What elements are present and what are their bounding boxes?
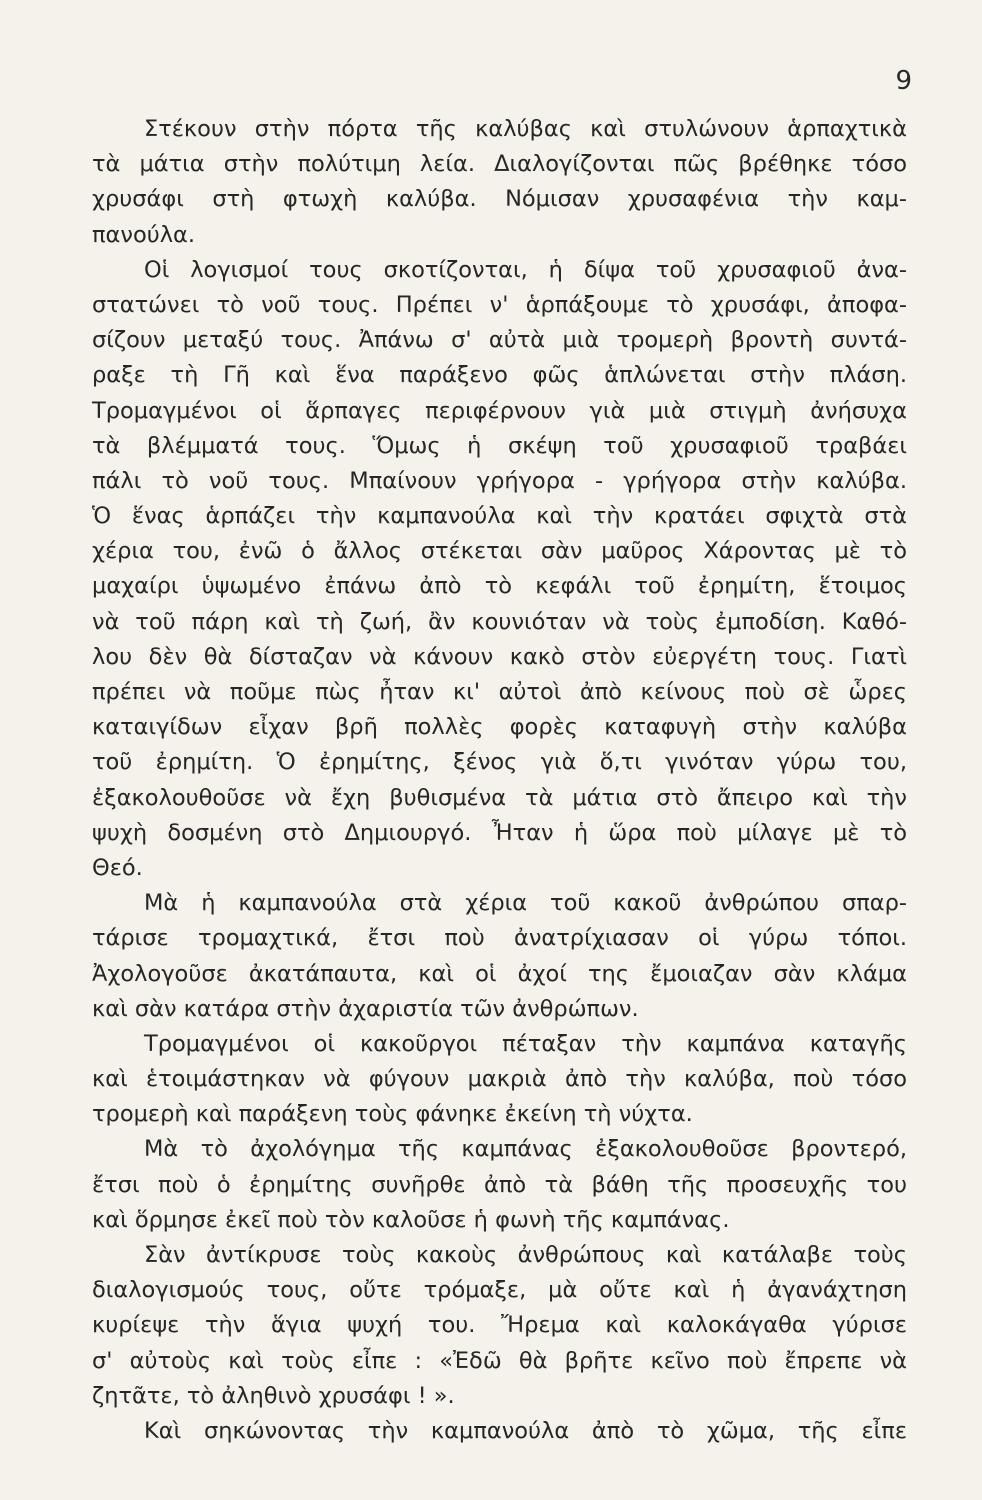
text-line: σ' αὐτοὺς καὶ τοὺς εἶπε : «Ἐδῶ θὰ βρῆτε κεῖνο ποὺ ἔπρεπε νὰ [92, 1347, 907, 1374]
text-line: ἔτσι ποὺ ὁ ἐρημίτης συνῆρθε ἀπὸ τὰ βάθη τῆς προσευχῆς του [92, 1171, 907, 1198]
text-line: χέρια του, ἐνῶ ὁ ἄλλος στέκεται σὰν μαῦρος Χάροντας μὲ τὸ [92, 538, 907, 565]
text-line: Καὶ σηκώνοντας τὴν καμπανούλα ἀπὸ τὸ χῶμα, τῆς εἶπε [144, 1417, 907, 1444]
text-line: Τρομαγμένοι οἱ ἅρπαγες περιφέρνουν γιὰ μιὰ στιγμὴ ἀνήσυχα [92, 397, 907, 424]
text-line: Σὰν ἀντίκρυσε τοὺς κακοὺς ἀνθρώπους καὶ κατάλαβε τοὺς [144, 1242, 907, 1268]
text-line: πάλι τὸ νοῦ τους. Μπαίνουν γρήγορα - γρήγορα στὴν καλύβα. [92, 467, 907, 494]
text-line: χρυσάφι στὴ φτωχὴ καλύβα. Νόμισαν χρυσαφένια τὴν καμ- [92, 186, 907, 213]
text-line: τὰ βλέμματά τους. Ὅμως ἡ σκέψη τοῦ χρυσαφιοῦ τραβάει [92, 432, 907, 459]
text-line: Ἀχολογοῦσε ἀκατάπαυτα, καὶ οἱ ἀχοί της ἔμοιαζαν σὰν κλάμα [92, 960, 907, 987]
text-line: καὶ ὅρμησε ἐκεῖ ποὺ τὸν καλοῦσε ἡ φωνὴ τῆς καμπάνας. [92, 1206, 730, 1233]
text-line: κυρίεψε τὴν ἅγια ψυχή του. Ἤρεμα καὶ καλοκάγαθα γύρισε [92, 1312, 907, 1339]
text-line: Στέκουν στὴν πόρτα τῆς καλύβας καὶ στυλώνουν ἁρπαχτικὰ [144, 116, 907, 142]
text-line: στατώνει τὸ νοῦ τους. Πρέπει ν' ἁρπάξουμε τὸ χρυσάφι, ἀποφα- [92, 291, 907, 318]
text-line: μαχαίρι ὑψωμένο ἐπάνω ἀπὸ τὸ κεφάλι τοῦ ἐρημίτη, ἕτοιμος [92, 573, 907, 600]
text-line: Οἱ λογισμοί τους σκοτίζονται, ἡ δίψα τοῦ χρυσαφιοῦ ἀνα- [144, 256, 907, 283]
text-line: τὰ μάτια στὴν πολύτιμη λεία. Διαλογίζονται πῶς βρέθηκε τόσο [92, 151, 907, 178]
text-line: ψυχὴ δοσμένη στὸ Δημιουργό. Ἦταν ἡ ὥρα ποὺ μίλαγε μὲ τὸ [92, 819, 907, 846]
text-line: ραξε τὴ Γῆ καὶ ἕνα παράξενο φῶς ἁπλώνεται στὴν πλάση. [92, 362, 907, 389]
text-line: ἐξακολουθοῦσε νὰ ἔχη βυθισμένα τὰ μάτια στὸ ἄπειρο καὶ τὴν [92, 784, 907, 811]
body-text [92, 112, 907, 1449]
text-line: Μὰ ἡ καμπανούλα στὰ χέρια τοῦ κακοῦ ἀνθρώπου σπαρ- [144, 890, 907, 917]
text-line: ζητᾶτε, τὸ ἀληθινὸ χρυσάφι ! ». [92, 1382, 455, 1409]
text-line: πανούλα. [92, 221, 196, 248]
text-line: σίζουν μεταξύ τους. Ἀπάνω σ' αὐτὰ μιὰ τρομερὴ βροντὴ συντά- [92, 327, 907, 354]
text-line: τοῦ ἐρημίτη. Ὁ ἐρημίτης, ξένος γιὰ ὅ,τι γινόταν γύρω του, [92, 749, 907, 776]
text-line: Θεό. [92, 854, 143, 881]
text-line: Ὁ ἕνας ἁρπάζει τὴν καμπανούλα καὶ τὴν κρατάει σφιχτὰ στὰ [92, 503, 907, 530]
text-line: νὰ τοῦ πάρη καὶ τὴ ζωή, ἂν κουνιόταν νὰ τοὺς ἐμποδίση. Καθό- [92, 608, 907, 635]
text-line: τάρισε τρομαχτικά, ἔτσι ποὺ ἀνατρίχιασαν οἱ γύρω τόποι. [92, 925, 907, 952]
text-line: τρομερὴ καὶ παράξενη τοὺς φάνηκε ἐκείνη τὴ νύχτα. [92, 1101, 693, 1128]
text-line: Τρομαγμένοι οἱ κακοῦργοι πέταξαν τὴν καμπάνα καταγῆς [144, 1030, 907, 1057]
text-line: καὶ ἑτοιμάστηκαν νὰ φύγουν μακριὰ ἀπὸ τὴν καλύβα, ποὺ τόσο [92, 1066, 907, 1093]
text-line: καὶ σὰν κατάρα στὴν ἀχαριστία τῶν ἀνθρώπων. [92, 995, 639, 1022]
page-number: 9 [895, 66, 912, 96]
text-line: διαλογισμούς τους, οὔτε τρόμαξε, μὰ οὔτε καὶ ἡ ἀγανάχτηση [92, 1277, 907, 1304]
text-line: καταιγίδων εἶχαν βρῆ πολλὲς φορὲς καταφυγὴ στὴν καλύβα [92, 714, 907, 741]
text-line: λου δὲν θὰ δίσταζαν νὰ κάνουν κακὸ στὸν εὐεργέτη τους. Γιατὶ [92, 643, 907, 670]
text-line: Μὰ τὸ ἀχολόγημα τῆς καμπάνας ἐξακολουθοῦσε βροντερό, [144, 1136, 907, 1163]
text-line: πρέπει νὰ ποῦμε πὼς ἦταν κι' αὐτοὶ ἀπὸ κείνους ποὺ σὲ ὧρες [92, 679, 907, 705]
